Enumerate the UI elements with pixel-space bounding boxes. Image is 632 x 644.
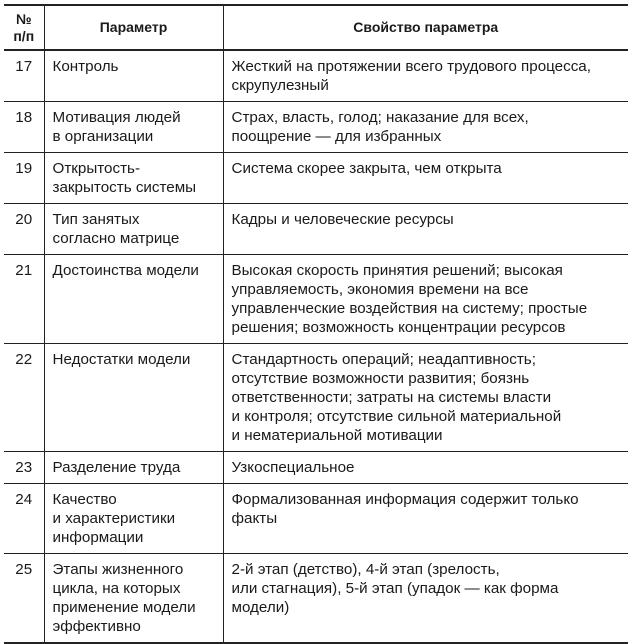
row-parameter: Недостатки модели: [44, 344, 223, 452]
parameters-table: [4, 4, 628, 644]
row-parameter: Контроль: [44, 50, 223, 102]
row-parameter: Разделение труда: [44, 452, 223, 484]
row-property: 2-й этап (детство), 4-й этап (зрелость, или стагнация), 5-й этап (упадок — как форма модели): [223, 554, 628, 644]
row-number: 21: [4, 255, 44, 344]
row-number: 23: [4, 452, 44, 484]
row-number: 22: [4, 344, 44, 452]
row-property: Стандартность операций; неадаптивность; отсутствие возможности развития; боязнь ответственности; затраты на системы власти и контроля; отсутствие сильной материальной и нематериальной мотивации: [223, 344, 628, 452]
row-number: 20: [4, 204, 44, 255]
table-row: [4, 554, 628, 644]
row-parameter: Тип занятых согласно матрице: [44, 204, 223, 255]
table-header-row: [4, 5, 628, 50]
row-number: 17: [4, 50, 44, 102]
row-property: Страх, власть, голод; наказание для всех, поощрение — для избранных: [223, 102, 628, 153]
row-property: Высокая скорость принятия решений; высокая управляемость, экономия времени на все управленческие воздействия на систему; простые решения; возможность концентрации ресурсов: [223, 255, 628, 344]
row-property: Система скорее закрыта, чем открыта: [223, 153, 628, 204]
table-row: [4, 484, 628, 554]
row-property: Жесткий на протяжении всего трудового процесса, скрупулезный: [223, 50, 628, 102]
row-parameter: Этапы жизненного цикла, на которых применение модели эффективно: [44, 554, 223, 644]
row-property: Формализованная информация содержит только факты: [223, 484, 628, 554]
row-number: 19: [4, 153, 44, 204]
table-row: [4, 344, 628, 452]
table-row: [4, 452, 628, 484]
row-number: 18: [4, 102, 44, 153]
row-property: Узкоспециальное: [223, 452, 628, 484]
table-row: [4, 50, 628, 102]
header-number: [4, 5, 44, 50]
row-property: Кадры и человеческие ресурсы: [223, 204, 628, 255]
table-row: [4, 102, 628, 153]
table-body: [4, 50, 628, 643]
row-parameter: Достоинства модели: [44, 255, 223, 344]
table-row: [4, 153, 628, 204]
row-parameter: Качество и характеристики информации: [44, 484, 223, 554]
row-parameter: Мотивация людей в организации: [44, 102, 223, 153]
header-parameter: Параметр: [44, 5, 223, 50]
table-row: [4, 204, 628, 255]
table-row: [4, 255, 628, 344]
row-parameter: Открытость- закрытость системы: [44, 153, 223, 204]
header-number-label: № п/п: [13, 10, 35, 44]
header-property: Свойство параметра: [223, 5, 628, 50]
row-number: 24: [4, 484, 44, 554]
row-number: 25: [4, 554, 44, 644]
